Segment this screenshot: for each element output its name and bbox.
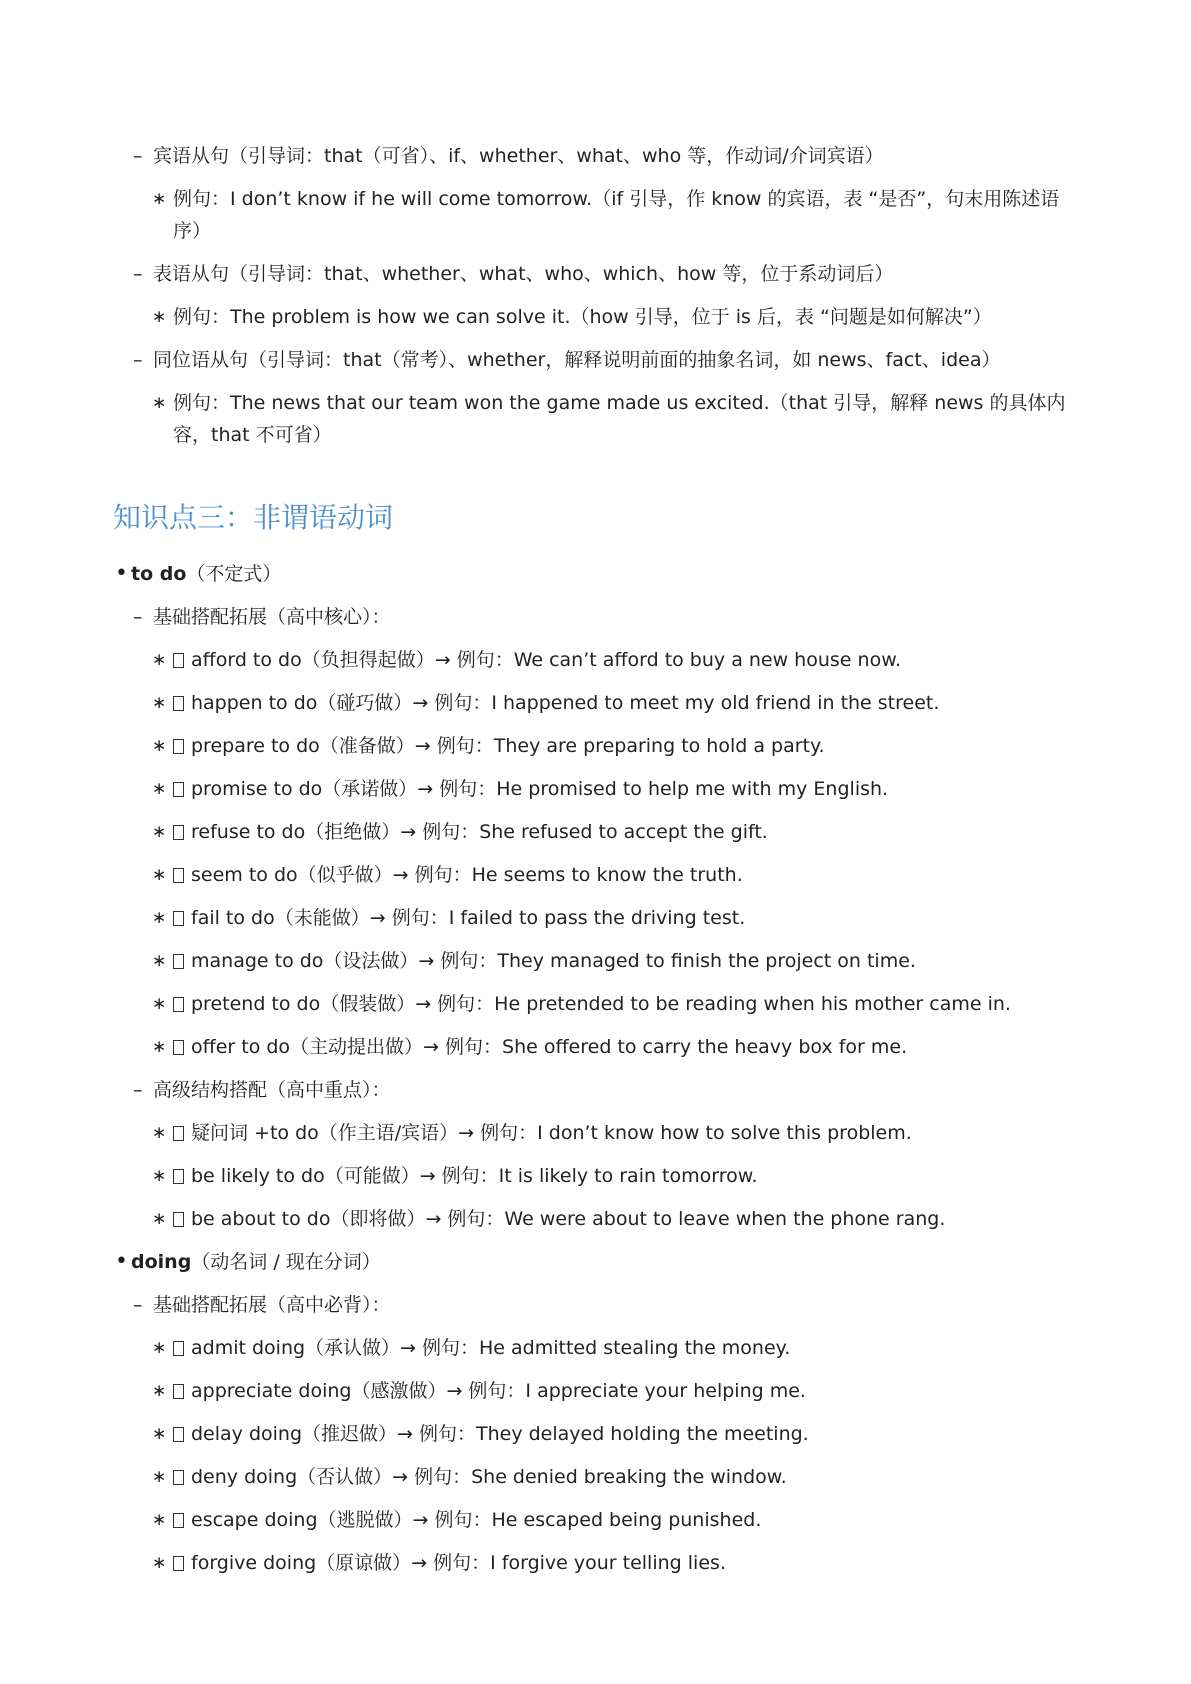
star-marker: ∗ [152, 908, 167, 928]
item-text: fail to do（未能做）→ 例句：I failed to pass the driving test. [191, 907, 746, 929]
bullet-marker: • [115, 1249, 128, 1274]
example-text: 例句：The problem is how we can solve it.（how 引导，位于 is 后，表 “问题是如何解决”） [173, 306, 992, 328]
star-marker: ∗ [152, 1424, 167, 1444]
topic-term: to do [131, 563, 187, 585]
checkbox-icon[interactable] [173, 1427, 184, 1442]
clause-predicative-example [152, 301, 992, 333]
star-marker: ∗ [152, 1123, 167, 1143]
example-text: 例句：The news that our team won the game made us excited.（that 引导，解释 news 的具体内容，that 不可省） [173, 392, 1066, 446]
list-item [152, 1418, 809, 1450]
item-text: happen to do（碰巧做）→ 例句：I happened to meet my old friend in the street. [191, 692, 940, 714]
list-item [152, 1547, 726, 1579]
list-item [152, 1332, 791, 1364]
list-item [152, 1375, 806, 1407]
checkbox-icon[interactable] [173, 997, 184, 1012]
topic-note: （动名词 / 现在分词） [191, 1251, 381, 1273]
item-text: offer to do（主动提出做）→ 例句：She offered to carry the heavy box for me. [191, 1036, 908, 1058]
dash-marker: – [133, 606, 143, 628]
clause-appositive [133, 344, 1001, 376]
list-item [152, 1203, 946, 1235]
list-item [152, 1461, 787, 1493]
subsection-title: 基础搭配拓展（高中必背）： [153, 1294, 391, 1316]
item-text: admit doing（承认做）→ 例句：He admitted stealing the money. [191, 1337, 791, 1359]
dash-marker: – [133, 1294, 143, 1316]
list-item [152, 730, 825, 762]
list-item [152, 816, 768, 848]
list-item [152, 1031, 908, 1063]
checkbox-icon[interactable] [173, 653, 184, 668]
list-item [152, 687, 940, 719]
star-marker: ∗ [152, 1037, 167, 1057]
list-item [152, 988, 1011, 1020]
checkbox-icon[interactable] [173, 1126, 184, 1141]
checkbox-icon[interactable] [173, 825, 184, 840]
item-text: promise to do（承诺做）→ 例句：He promised to help me with my English. [191, 778, 889, 800]
star-marker: ∗ [152, 865, 167, 885]
item-text: afford to do（负担得起做）→ 例句：We can’t afford to buy a new house now. [191, 649, 902, 671]
clause-title: 表语从句（引导词：that、whether、what、who、which、how 等，位于系动词后） [153, 263, 894, 285]
clause-title: 同位语从句（引导词：that（常考）、whether，解释说明前面的抽象名词，如 news、fact、idea） [153, 349, 1001, 371]
example-text: 例句：I don’t know if he will come tomorrow.（if 引导，作 know 的宾语，表 “是否”，句末用陈述语序） [173, 188, 1060, 242]
clause-object-example [152, 183, 1083, 247]
checkbox-icon[interactable] [173, 911, 184, 926]
star-marker: ∗ [152, 1338, 167, 1358]
checkbox-icon[interactable] [173, 1040, 184, 1055]
star-marker: ∗ [152, 951, 167, 971]
star-marker: ∗ [152, 1166, 167, 1186]
item-text: be likely to do（可能做）→ 例句：It is likely to rain tomorrow. [191, 1165, 758, 1187]
item-text: escape doing（逃脱做）→ 例句：He escaped being punished. [191, 1509, 762, 1531]
star-marker: ∗ [152, 822, 167, 842]
list-item [152, 1117, 912, 1149]
checkbox-icon[interactable] [173, 1556, 184, 1571]
list-item [152, 859, 743, 891]
checkbox-icon[interactable] [173, 1169, 184, 1184]
item-text: prepare to do（准备做）→ 例句：They are preparing to hold a party. [191, 735, 825, 757]
clause-predicative [133, 258, 894, 290]
list-item [152, 902, 746, 934]
star-marker: ∗ [152, 736, 167, 756]
checkbox-icon[interactable] [173, 1212, 184, 1227]
item-text: be about to do（即将做）→ 例句：We were about to leave when the phone rang. [191, 1208, 946, 1230]
dash-marker: – [133, 145, 143, 167]
clause-object [133, 140, 884, 172]
list-item [152, 1504, 762, 1536]
checkbox-icon[interactable] [173, 1470, 184, 1485]
topic-term: doing [131, 1251, 192, 1273]
to-do-advanced-title [133, 1074, 391, 1106]
item-text: refuse to do（拒绝做）→ 例句：She refused to accept the gift. [191, 821, 768, 843]
star-marker: ∗ [152, 189, 167, 209]
bullet-marker: • [115, 561, 128, 586]
item-text: manage to do（设法做）→ 例句：They managed to finish the project on time. [191, 950, 916, 972]
item-text: pretend to do（假装做）→ 例句：He pretended to be reading when his mother came in. [191, 993, 1011, 1015]
checkbox-icon[interactable] [173, 1513, 184, 1528]
star-marker: ∗ [152, 1510, 167, 1530]
item-text: delay doing（推迟做）→ 例句：They delayed holding the meeting. [191, 1423, 809, 1445]
star-marker: ∗ [152, 693, 167, 713]
star-marker: ∗ [152, 307, 167, 327]
checkbox-icon[interactable] [173, 1341, 184, 1356]
star-marker: ∗ [152, 650, 167, 670]
checkbox-icon[interactable] [173, 696, 184, 711]
topic-doing [115, 1246, 381, 1278]
section-heading: 知识点三：非谓语动词 [113, 501, 394, 534]
topic-to-do [115, 558, 282, 590]
checkbox-icon[interactable] [173, 739, 184, 754]
clause-appositive-example [152, 387, 1083, 451]
checkbox-icon[interactable] [173, 782, 184, 797]
star-marker: ∗ [152, 1381, 167, 1401]
list-item [152, 1160, 758, 1192]
dash-marker: – [133, 1079, 143, 1101]
list-item [152, 644, 902, 676]
clause-title: 宾语从句（引导词：that（可省）、if、whether、what、who 等，作动词/介词宾语） [153, 145, 884, 167]
star-marker: ∗ [152, 1467, 167, 1487]
dash-marker: – [133, 349, 143, 371]
item-text: 疑问词 +to do（作主语/宾语）→ 例句：I don’t know how to solve this problem. [191, 1122, 912, 1144]
item-text: seem to do（似乎做）→ 例句：He seems to know the truth. [191, 864, 743, 886]
star-marker: ∗ [152, 1553, 167, 1573]
star-marker: ∗ [152, 779, 167, 799]
dash-marker: – [133, 263, 143, 285]
item-text: forgive doing（原谅做）→ 例句：I forgive your telling lies. [191, 1552, 726, 1574]
topic-note: （不定式） [186, 563, 282, 585]
checkbox-icon[interactable] [173, 954, 184, 969]
star-marker: ∗ [152, 1209, 167, 1229]
subsection-title: 高级结构搭配（高中重点）： [153, 1079, 391, 1101]
to-do-basic-title [133, 601, 391, 633]
doing-basic-title [133, 1289, 391, 1321]
subsection-title: 基础搭配拓展（高中核心）： [153, 606, 391, 628]
item-text: appreciate doing（感激做）→ 例句：I appreciate your helping me. [191, 1380, 806, 1402]
star-marker: ∗ [152, 393, 167, 413]
list-item [152, 945, 916, 977]
star-marker: ∗ [152, 994, 167, 1014]
checkbox-icon[interactable] [173, 868, 184, 883]
item-text: deny doing（否认做）→ 例句：She denied breaking the window. [191, 1466, 787, 1488]
checkbox-icon[interactable] [173, 1384, 184, 1399]
list-item [152, 773, 889, 805]
